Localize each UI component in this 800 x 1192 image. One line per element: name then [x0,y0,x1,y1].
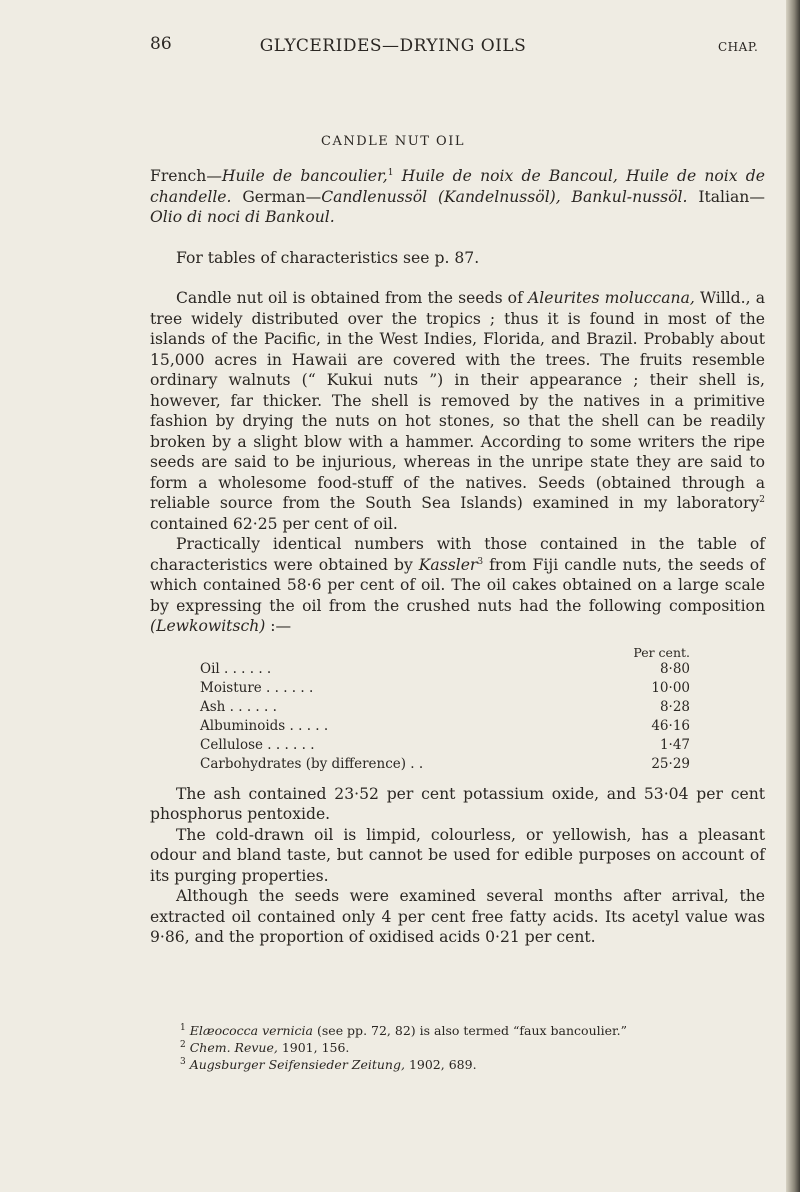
paragraph-properties: The cold-drawn oil is limpid, colourless, or yellowish, has a pleasant odour and bland taste, but cannot be used for edible purposes on account of its purging properties. [150,825,765,885]
footnote [180,1022,760,1039]
citation-lewkowitsch: (Lewkowitsch) [150,617,266,635]
german-label: German— [242,187,322,206]
german-name-1: Candlenussöl [321,187,428,206]
row-value: 46·16 [651,717,690,734]
para2-text-b: from Fiji candle nuts, the seeds of which contained 58·6 per cent of oil. The oil cakes obtained on a large scale by expressing the oil from the crushed nuts had the following composition [150,555,765,615]
running-title: GLYCERIDES—DRYING OILS [259,36,527,56]
french-label: French— [150,167,222,185]
row-value: 10·00 [651,679,690,696]
footnote-title: Elæococca vernicia [189,1023,314,1038]
footnote-ref-3: 3 [477,556,484,567]
paragraph-origin [150,288,765,534]
species-name: Aleurites moluccana, [527,289,695,307]
footnote-ref-1: 1 [387,167,394,178]
french-name-2: Huile de noix de Bancoul, Huile de noix de chandelle. [150,167,765,206]
footnote-number: 1 [180,1022,186,1033]
table-row [200,755,690,774]
tables-reference: For tables of characteristics see p. 87. [176,248,480,267]
paragraph-composition [150,534,765,637]
para2-text-a: Practically identical numbers with those contained in the table of characteristics were obtained by [150,535,765,574]
table-unit-header: Per cent. [633,644,690,660]
footnote [180,1056,760,1073]
french-name-1: Huile de bancoulier, [221,167,388,185]
para1-text-b: Willd., a tree widely distributed over the tropics ; thus it is found in most of the islands of the Pacific, in the West Indies, Florida, and Brazil. Probably about 15,000 acres in Hawaii are covered with the trees. The fruits resemble ordinary walnuts (“ Kukui nuts ”) in their appearance ; their shell is, however, far thicker. The shell is removed by the natives in a primitive fashion by drying the nuts on hot stones, so that the shell can be readily broken by a slight blow with a hammer. According to some writers the ripe seeds are said to be injurious, whereas in the unripe state they are said to form a wholesome food-stuff of the natives. Seeds (obtained through a reliable source from the South Sea Islands) examined in my laboratory [150,289,765,512]
footnote-number: 3 [180,1056,186,1067]
paragraph-ash: The ash contained 23·52 per cent potassium oxide, and 53·04 per cent phosphorus pentoxide. [150,784,765,823]
footnote-number: 2 [180,1039,186,1050]
footnotes [180,1022,760,1073]
page-number: 86 [150,34,172,54]
footnote-text: 1901, 156. [281,1040,350,1055]
footnote-text: 1902, 689. [408,1057,477,1072]
row-label: Carbohydrates (by difference) . . [200,755,424,772]
composition-table [200,643,690,774]
footnote-title: Chem. Revue, [189,1040,278,1055]
synonyms-paragraph [150,166,765,228]
table-row [200,736,690,755]
footnote [180,1039,760,1056]
row-label: Cellulose . . . . . . [200,736,315,753]
table-row [200,660,690,679]
row-value: 8·80 [659,660,690,677]
para1-text-a: Candle nut oil is obtained from the seeds of [176,289,523,307]
table-row [200,679,690,698]
row-label: Albuminoids . . . . . [200,717,329,734]
row-value: 8·28 [659,698,690,715]
para1-text-c: contained 62·25 per cent of oil. [150,514,398,533]
row-label: Moisture . . . . . . [200,679,314,696]
para2-text-c: :— [270,617,292,635]
section-title: CANDLE NUT OIL [321,134,465,149]
footnote-title: Augsburger Seifensieder Zeitung, [189,1057,405,1072]
author-kassler: Kassler [418,555,478,574]
paragraph-acids: Although the seeds were examined several months after arrival, the extracted oil contained only 4 per cent free fatty acids. Its acetyl value was 9·86, and the proportion of oxidised acids 0·21 per cent. [150,887,765,946]
row-label: Oil . . . . . . [200,660,272,677]
table-row [200,698,690,717]
row-value: 25·29 [651,755,690,772]
chapter-marker: CHAP. [718,40,759,54]
footnote-text: (see pp. 72, 82) is also termed “faux bancoulier.” [317,1023,627,1038]
body-text [150,166,765,948]
book-spine-edge [786,0,800,1192]
footnote-ref-2: 2 [759,494,765,505]
table-row [200,717,690,736]
italian-name-1: Olio di noci di Bankoul. [150,208,335,226]
row-label: Ash . . . . . . [200,698,277,715]
italian-label: Italian— [698,187,765,206]
german-name-2: (Kandelnussöl), Bankul-nussöl. [437,187,688,206]
row-value: 1·47 [659,736,690,753]
running-header [0,34,786,58]
